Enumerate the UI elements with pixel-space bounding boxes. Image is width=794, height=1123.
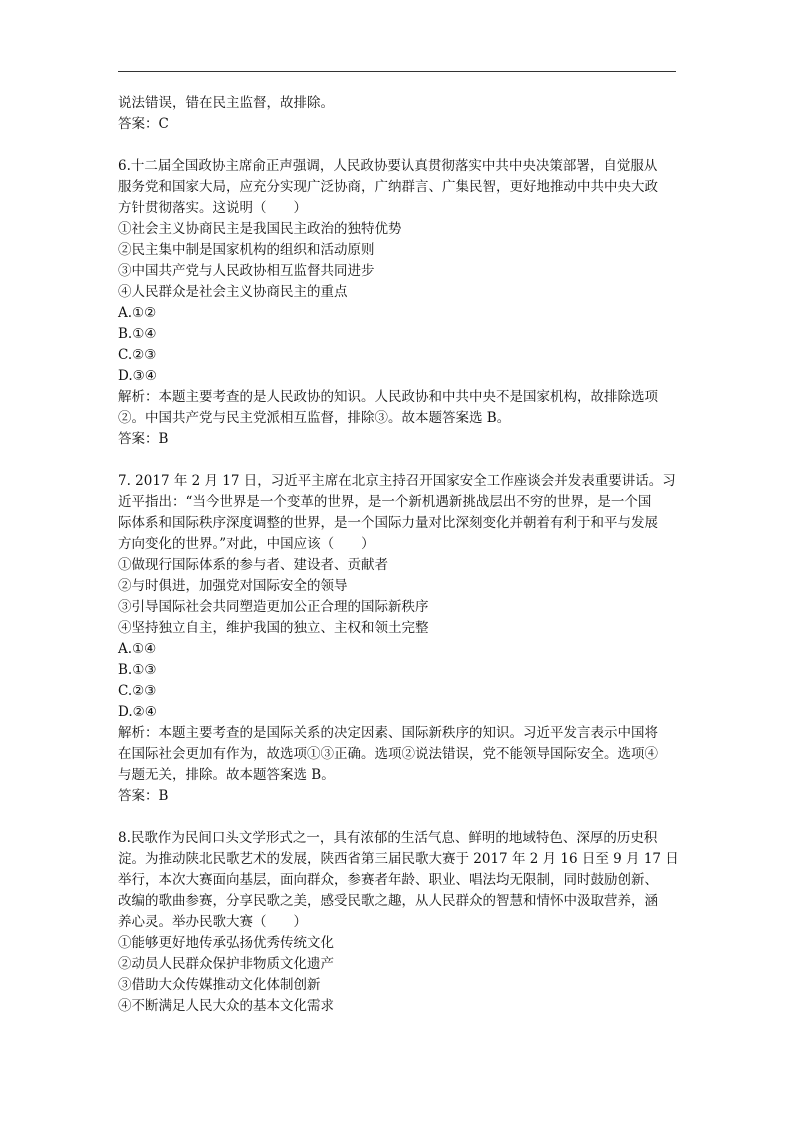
question-6 — [118, 156, 683, 450]
statement-line: ④不断满足人民大众的基本文化需求 — [118, 998, 334, 1014]
analysis-line: 与题无关，排除。故本题答案选 B。 — [118, 767, 335, 783]
option-line: A.①② — [118, 305, 157, 321]
option-line: C.②③ — [118, 683, 157, 699]
question-stem-line: 方针贯彻落实。这说明（ ） — [118, 200, 307, 216]
block-gap — [118, 807, 683, 828]
document-body — [118, 93, 683, 1017]
question-stem-line: 7. 2017 年 2 月 17 日，习近平主席在北京主持召开国家安全工作座谈会并发表重要讲话。习 — [118, 473, 676, 489]
question-stem-line: 近平指出：“当今世界是一个变革的世界，是一个新机遇新挑战层出不穷的世界，是一个国 — [118, 494, 652, 510]
analysis-line: 解析：本题主要考查的是人民政协的知识。人民政协和中共中央不是国家机构，故排除选项 — [118, 389, 658, 405]
question-stem-line: 8.民歌作为民间口头文学形式之一，具有浓郁的生活气息、鲜明的地域特色、深厚的历史积 — [118, 830, 658, 846]
statement-line: ①社会主义协商民主是我国民主政治的独特优势 — [118, 221, 402, 237]
question-stem-line: 6.十二届全国政协主席俞正声强调，人民政协要认真贯彻落实中共中央决策部署，自觉服从 — [118, 158, 658, 174]
question-stem-line: 际体系和国际秩序深度调整的世界，是一个国际力量对比深刻变化并朝着有利于和平与发展 — [118, 515, 658, 531]
question-7 — [118, 471, 683, 807]
statement-line: ④人民群众是社会主义协商民主的重点 — [118, 284, 348, 300]
statement-line: ②动员人民群众保护非物质文化遗产 — [118, 956, 334, 972]
question-8 — [118, 828, 683, 1017]
statement-line: ④坚持独立自主，维护我国的独立、主权和领土完整 — [118, 620, 429, 636]
option-line: C.②③ — [118, 347, 157, 363]
option-line: A.①④ — [118, 641, 157, 657]
option-line: D.②④ — [118, 704, 157, 720]
analysis-line: ②。中国共产党与民主党派相互监督，排除③。故本题答案选 B。 — [118, 410, 511, 426]
question-stem-line: 方向变化的世界。”对此，中国应该（ ） — [118, 536, 375, 552]
option-line: B.①④ — [118, 326, 157, 342]
question-stem-line: 改编的歌曲参赛，分享民歌之美，感受民歌之趣，从人民群众的智慧和情怀中汲取营养，涵 — [118, 893, 658, 909]
header-rule — [118, 71, 676, 72]
question-stem-line: 服务党和国家大局，应充分实现广泛协商，广纳群言、广集民智，更好地推动中共中央大政 — [118, 179, 658, 195]
option-line: D.③④ — [118, 368, 157, 384]
statement-line: ①能够更好地传承弘扬优秀传统文化 — [118, 935, 334, 951]
answer-line: 答案：B — [118, 788, 169, 804]
question-stem-line: 淀。为推动陕北民歌艺术的发展，陕西省第三届民歌大赛于 2017 年 2 月 16 日至 9 月 17 日 — [118, 851, 679, 867]
option-line: B.①③ — [118, 662, 157, 678]
question-stem-line: 养心灵。举办民歌大赛（ ） — [118, 914, 307, 930]
analysis-line: 解析：本题主要考查的是国际关系的决定因素、国际新秩序的知识。习近平发言表示中国将 — [118, 725, 658, 741]
statement-line: ②与时俱进，加强党对国际安全的领导 — [118, 578, 348, 594]
statement-line: ②民主集中制是国家机构的组织和活动原则 — [118, 242, 375, 258]
text-line: 说法错误，错在民主监督，故排除。 — [118, 95, 334, 111]
prev-answer-block — [118, 93, 683, 135]
statement-line: ③借助大众传媒推动文化体制创新 — [118, 977, 321, 993]
block-gap — [118, 135, 683, 156]
analysis-line: 在国际社会更加有作为，故选项①③正确。选项②说法错误，党不能领导国际安全。选项④ — [118, 746, 658, 762]
block-gap — [118, 450, 683, 471]
statement-line: ③中国共产党与人民政协相互监督共同进步 — [118, 263, 375, 279]
statement-line: ①做现行国际体系的参与者、建设者、贡献者 — [118, 557, 388, 573]
answer-line: 答案：C — [118, 116, 169, 132]
question-stem-line: 举行，本次大赛面向基层，面向群众，参赛者年龄、职业、唱法均无限制，同时鼓励创新、 — [118, 872, 658, 888]
statement-line: ③引导国际社会共同塑造更加公正合理的国际新秩序 — [118, 599, 429, 615]
answer-line: 答案：B — [118, 431, 169, 447]
